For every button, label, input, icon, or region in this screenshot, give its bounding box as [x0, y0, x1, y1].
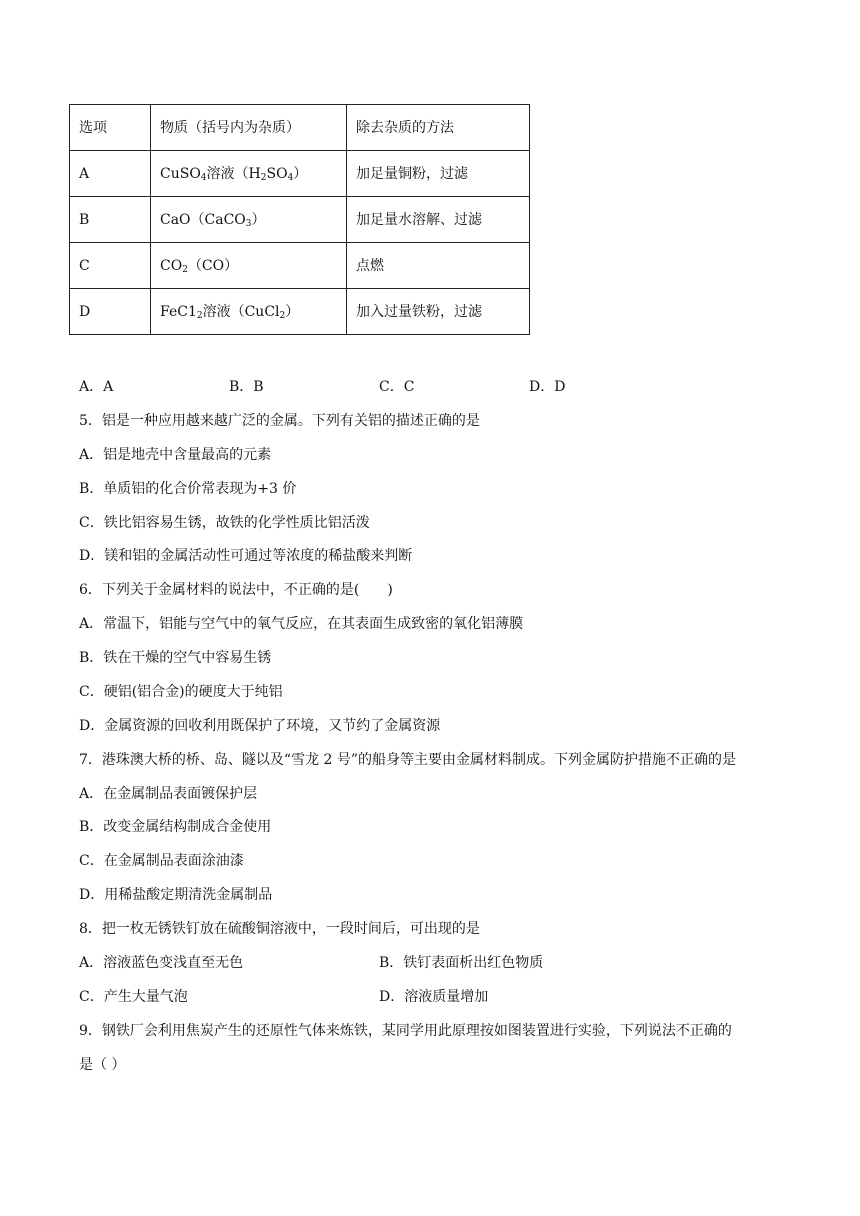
q7-option-b: B．改变金属结构制成合金使用	[79, 819, 272, 835]
formula-part: CaO（CaCO	[160, 211, 246, 228]
impurity-table	[69, 104, 530, 335]
formula-subscript: 2	[260, 172, 267, 183]
q7-stem: 7．港珠澳大桥的桥、岛、隧以及“雪龙 2 号”的船身等主要由金属材料制成。下列金属防护措施不正确的是	[79, 752, 737, 768]
q7-option-a: A．在金属制品表面镀保护层	[79, 786, 258, 802]
option-cell: D	[70, 289, 151, 335]
q4-option-c: C．C	[379, 379, 415, 395]
formula-subscript: 2	[182, 264, 188, 275]
q6-option-b: B．铁在干燥的空气中容易生锈	[79, 650, 272, 666]
formula-subscript: 3	[245, 218, 252, 229]
formula-subscript: 4	[200, 172, 207, 183]
substance-cell	[151, 289, 347, 335]
formula-part: SO	[266, 165, 288, 182]
q8-option-a: A．溶液蓝色变浅直至无色	[79, 955, 244, 971]
q7-option-c: C．在金属制品表面涂油漆	[79, 853, 244, 869]
q8-option-d: D．溶液质量增加	[379, 989, 489, 1005]
method-cell: 加足量水溶解、过滤	[347, 197, 530, 243]
option-cell: A	[70, 151, 151, 197]
formula-part: 溶液（CuCl	[202, 303, 280, 320]
formula-part: （CO）	[187, 257, 239, 274]
q5-option-c: C．铁比铝容易生锈，故铁的化学性质比铝活泼	[79, 515, 370, 531]
formula-part: FeC1	[160, 303, 197, 320]
q5-option-a: A．铝是地壳中含量最高的元素	[79, 447, 272, 463]
table-header-cell: 选项	[70, 105, 151, 151]
option-cell: B	[70, 197, 151, 243]
formula-part: CO	[160, 257, 183, 274]
table-header-row	[70, 105, 530, 151]
q6-option-c: C．硬铝(铝合金)的硬度大于纯铝	[79, 684, 283, 700]
formula-part: ）	[251, 211, 266, 228]
table-row	[70, 243, 530, 289]
substance-cell	[151, 243, 347, 289]
q5-option-b: B．单质铝的化合价常表现为+3 价	[79, 481, 297, 497]
table-header-cell: 除去杂质的方法	[347, 105, 530, 151]
q9-stem-line2: 是（ ）	[79, 1057, 126, 1073]
formula-part: 溶液（H	[206, 165, 261, 182]
q5-stem: 5．铝是一种应用越来越广泛的金属。下列有关铝的描述正确的是	[79, 413, 480, 429]
formula-subscript: 2	[279, 310, 286, 321]
q8-option-c: C．产生大量气泡	[79, 989, 188, 1005]
q7-option-d: D．用稀盐酸定期清洗金属制品	[79, 887, 273, 903]
substance-cell	[151, 197, 347, 243]
option-cell: C	[70, 243, 151, 289]
q8-stem: 8．把一枚无锈铁钉放在硫酸铜溶液中，一段时间后，可出现的是	[79, 921, 480, 937]
q6-stem: 6．下列关于金属材料的说法中，不正确的是( )	[79, 582, 393, 598]
table-row	[70, 289, 530, 335]
formula-subscript: 2	[196, 310, 203, 321]
formula-subscript: 4	[287, 172, 294, 183]
q4-option-d: D．D	[529, 379, 566, 395]
method-cell: 点燃	[347, 243, 530, 289]
q6-option-a: A．常温下，铝能与空气中的氧气反应，在其表面生成致密的氧化铝薄膜	[79, 616, 524, 632]
table-header-cell: 物质（括号内为杂质）	[151, 105, 347, 151]
q4-option-b: B．B	[229, 379, 264, 395]
method-cell: 加足量铜粉，过滤	[347, 151, 530, 197]
formula-part: CuSO	[160, 165, 201, 182]
method-cell: 加入过量铁粉，过滤	[347, 289, 530, 335]
formula-part: ）	[293, 165, 308, 182]
q6-option-d: D．金属资源的回收利用既保护了环境，又节约了金属资源	[79, 718, 441, 734]
table-row	[70, 197, 530, 243]
substance-cell	[151, 151, 347, 197]
formula-part: ）	[285, 303, 300, 320]
q8-option-b: B．铁钉表面析出红色物质	[379, 955, 544, 971]
q5-option-d: D．镁和铝的金属活动性可通过等浓度的稀盐酸来判断	[79, 548, 413, 564]
table-row	[70, 151, 530, 197]
q4-option-a: A．A	[79, 379, 114, 395]
q9-stem-line1: 9．钢铁厂会利用焦炭产生的还原性气体来炼铁，某同学用此原理按如图装置进行实验，下列说法不正确的	[79, 1023, 732, 1039]
